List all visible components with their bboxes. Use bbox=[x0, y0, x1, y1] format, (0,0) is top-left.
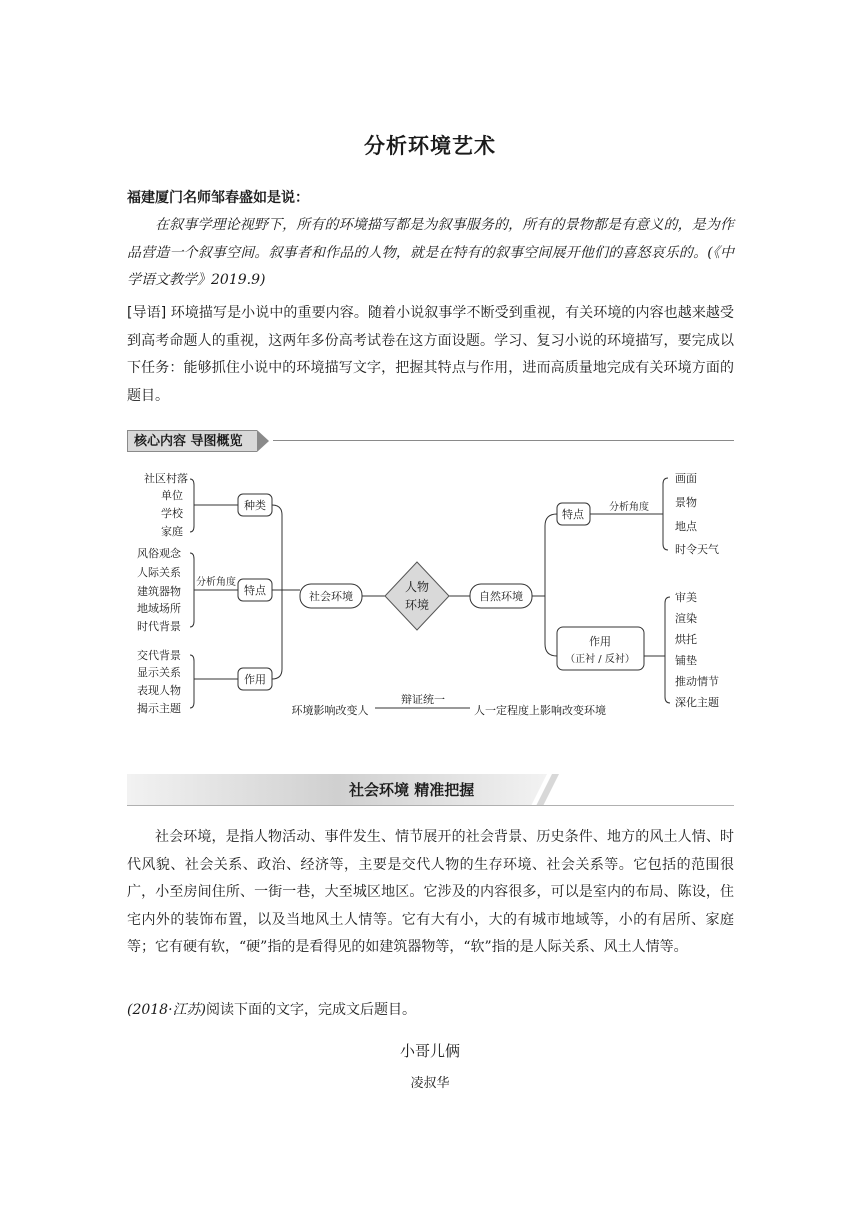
natural-function-item: 铺垫 bbox=[675, 654, 697, 667]
types-node: 种类 bbox=[244, 499, 266, 512]
natural-environment-node: 自然环境 bbox=[479, 590, 523, 603]
natural-analysis-angle-label: 分析角度 bbox=[609, 502, 649, 513]
natural-function-item: 深化主题 bbox=[675, 696, 719, 709]
core-content-label: 核心内容 导图概览 bbox=[127, 430, 257, 452]
feature-item: 人际关系 bbox=[137, 566, 181, 579]
natural-feature-item: 时令天气 bbox=[675, 543, 719, 556]
center-diamond bbox=[385, 562, 449, 630]
exam-instruction bbox=[127, 1000, 416, 1020]
feature-item: 风俗观念 bbox=[137, 547, 181, 560]
center-label-line1: 人物 bbox=[404, 580, 430, 594]
type-item: 社区村落 bbox=[144, 472, 188, 485]
section-banner-title: 社会环境 精准把握 bbox=[349, 781, 475, 799]
natural-feature-item: 地点 bbox=[675, 520, 697, 533]
type-item: 学校 bbox=[161, 507, 183, 520]
relation-middle: 辩证统一 bbox=[401, 693, 445, 706]
social-environment-node: 社会环境 bbox=[309, 590, 353, 603]
natural-function-item: 推动情节 bbox=[675, 675, 719, 688]
guide-text: 环境描写是小说中的重要内容。随着小说叙事学不断受到重视，有关环境的内容也越来越受到高考命题人的重视，这两年多份高考试卷在这方面设题。学习、复习小说的环境描写，要完成以下任务：能够抓住小说中的环境描写文字，把握其特点与作用，进而高质量地完成有关环境方面的题目。 bbox=[127, 305, 735, 404]
natural-features-node: 特点 bbox=[562, 508, 584, 521]
natural-feature-item: 画面 bbox=[675, 472, 697, 485]
feature-item: 地域场所 bbox=[137, 602, 181, 615]
natural-function-item: 渲染 bbox=[675, 612, 697, 625]
natural-functions-sub: （正衬 / 反衬） bbox=[565, 654, 635, 665]
function-item: 表现人物 bbox=[137, 684, 181, 697]
function-item: 揭示主题 bbox=[137, 702, 181, 715]
type-item: 单位 bbox=[161, 489, 183, 502]
natural-function-item: 烘托 bbox=[675, 633, 697, 646]
quote-heading: 福建厦门名师邹春盛如是说： bbox=[127, 190, 309, 206]
story-title: 小哥儿俩 bbox=[399, 1042, 460, 1060]
features-node: 特点 bbox=[244, 584, 266, 597]
natural-function-item: 审美 bbox=[675, 591, 697, 604]
feature-item: 建筑器物 bbox=[137, 585, 181, 598]
social-environment-paragraph: 社会环境，是指人物活动、事件发生、情节展开的社会背景、历史条件、地方的风土人情、时代风貌、社会关系、政治、经济等，主要是交代人物的生存环境、社会关系等。它包括的范围很广，小至房间住所、一街一巷，大至城区地区。它涉及的内容很多，可以是室内的布局、陈设，住宅内外的装饰布置，以及当地风土人情等。它有大有小，大的有城市地域等，小的有居所、家庭等；它有硬有软，“硬”指的是看得见的如建筑器物等，“软”指的是人际关系、风土人情等。 bbox=[127, 829, 734, 955]
exam-source: (2018·江苏) bbox=[127, 1002, 207, 1018]
natural-functions-node: 作用 bbox=[589, 635, 611, 648]
guide-tag: [导语] bbox=[127, 305, 167, 321]
function-item: 显示关系 bbox=[137, 666, 181, 679]
story-author: 凌叔华 bbox=[410, 1076, 450, 1091]
relation-left: 环境影响改变人 bbox=[291, 704, 369, 717]
natural-feature-item: 景物 bbox=[675, 496, 697, 509]
analysis-angle-label: 分析角度 bbox=[196, 577, 236, 588]
center-label-line2: 环境 bbox=[404, 598, 430, 612]
type-item: 家庭 bbox=[161, 525, 183, 538]
exam-text: 阅读下面的文字，完成文后题目。 bbox=[206, 1002, 417, 1018]
section-banner bbox=[127, 774, 734, 806]
relation-right: 人一定程度上影响改变环境 bbox=[474, 704, 606, 717]
feature-item: 时代背景 bbox=[137, 620, 181, 633]
functions-node: 作用 bbox=[244, 673, 266, 686]
page-title: 分析环境艺术 bbox=[364, 134, 496, 158]
function-item: 交代背景 bbox=[137, 649, 181, 662]
quote-body: 在叙事学理论视野下，所有的环境描写都是为叙事服务的，所有的景物都是有意义的，是为作品营造一个叙事空间。叙事者和作品的人物，就是在特有的叙事空间展开他们的喜怒哀乐的。(《中学语文教学》2019.9) bbox=[127, 217, 734, 288]
